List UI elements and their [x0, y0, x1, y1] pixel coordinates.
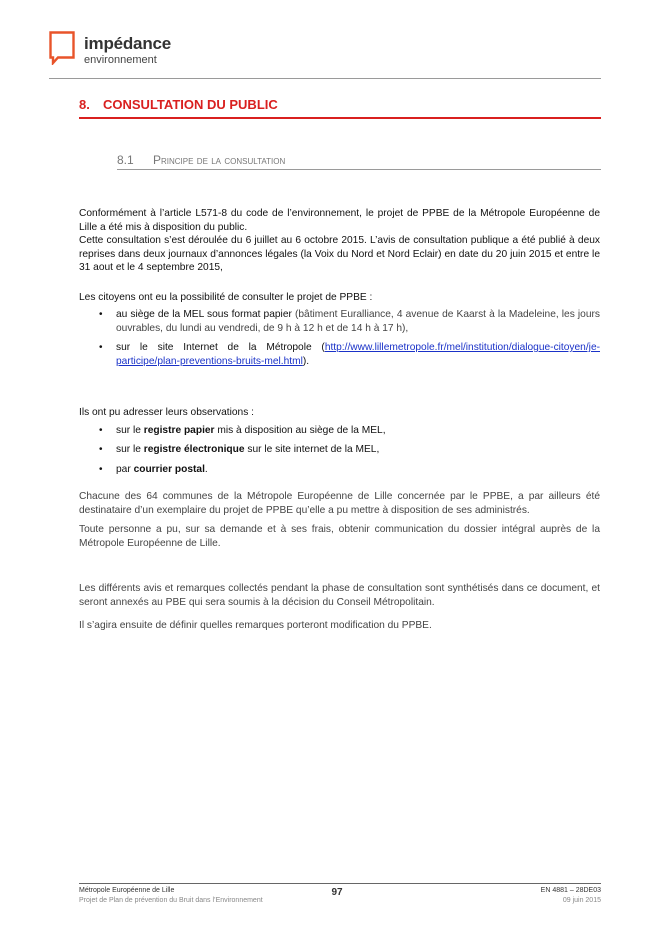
- bullet-icon: •: [99, 444, 103, 455]
- paragraph-synthesis: Les différents avis et remarques collectés pendant la phase de consultation sont synthétisés dans ce document, et seront annexés au PBE qui sera soumis à la décision du Conseil Métropolitain.: [79, 583, 600, 608]
- list-item: • sur le site Internet de la Métropole (http://www.lillemetropole.fr/mel/institution/dialogue-citoyen/je-participe/plan-preventions-bruits-mel.html).: [99, 342, 600, 367]
- paragraph-modifications: Il s’agira ensuite de définir quelles remarques porteront modification du PPBE.: [79, 620, 432, 631]
- section-heading-rule: [79, 117, 601, 119]
- bullet-icon: •: [99, 309, 103, 320]
- footer-reference: EN 4881 – 28DE03: [540, 887, 601, 894]
- bullet-icon: •: [99, 424, 103, 436]
- paragraph-communes: Chacune des 64 communes de la Métropole Européenne de Lille concernée par le PPBE, a par ailleurs été destinataire d’un exemplaire du projet de PPBE qu’elle a pu mettre à disposition de ses administrés.: [79, 491, 600, 516]
- logo-mark-icon: [49, 31, 75, 65]
- paragraph-citizens: Les citoyens ont eu la possibilité de consulter le projet de PPBE :: [79, 291, 373, 303]
- list-item: • sur le registre électronique sur le site internet de la MEL,: [99, 444, 380, 455]
- header-divider: [49, 78, 601, 79]
- footer-client: Métropole Européenne de Lille: [79, 887, 175, 894]
- list-item: • sur le registre papier mis à disposition au siège de la MEL,: [99, 424, 386, 436]
- footer-divider: [79, 883, 601, 884]
- observation-channels-list: [79, 424, 600, 477]
- consultation-locations-list: [79, 308, 600, 368]
- section-heading: [79, 97, 278, 112]
- company-logo: [49, 31, 209, 77]
- paragraph-consultation-dates: Cette consultation s’est déroulée du 6 juillet au 6 octobre 2015. L’avis de consultation publique a été publié à deux reprises dans deux journaux d’annonces légales (la Voix du Nord et Nord Eclair) en date du 20 juin 2015 et entre le 31 aout et le 4 septembre 2015,: [79, 235, 600, 273]
- subsection-title: Principe de la consultation: [153, 153, 286, 167]
- subsection-heading-rule: [117, 169, 601, 170]
- paragraph-observations: Ils ont pu adresser leurs observations :: [79, 407, 254, 418]
- subsection-heading: [117, 153, 285, 167]
- footer-project: Projet de Plan de prévention du Bruit dans l’Environnement: [79, 897, 263, 904]
- bullet-icon: •: [99, 342, 103, 353]
- paragraph-article: Conformément à l’article L571-8 du code de l’environnement, le projet de PPBE de la Métropole Européenne de Lille a été mis à disposition du public.: [79, 208, 600, 233]
- document-body: [79, 207, 600, 633]
- logo-text-main: impédance: [84, 34, 172, 53]
- list-item: • par courrier postal.: [99, 463, 208, 475]
- bullet-icon: •: [99, 463, 103, 475]
- list-item: • au siège de la MEL sous format papier (bâtiment Euralliance, 4 avenue de Kaarst à la Madeleine, les jours ouvrables, du lundi au vendredi, de 9 h à 12 h et de 14 h à 17 h),: [99, 309, 600, 334]
- page-number: 97: [331, 887, 343, 898]
- section-number: 8.: [79, 97, 90, 112]
- paragraph-dossier: Toute personne a pu, sur sa demande et à ses frais, obtenir communication du dossier intégral auprès de la Métropole Européenne de Lille.: [79, 524, 600, 549]
- logo-text-sub: environnement: [84, 54, 157, 66]
- metropole-website-link[interactable]: http://www.lillemetropole.fr/mel/institution/dialogue-citoyen/je-participe/plan-preventions-bruits-mel.html: [116, 342, 600, 367]
- subsection-number: 8.1: [117, 153, 134, 167]
- footer-date: 09 juin 2015: [562, 897, 601, 904]
- section-title: CONSULTATION DU PUBLIC: [103, 97, 278, 112]
